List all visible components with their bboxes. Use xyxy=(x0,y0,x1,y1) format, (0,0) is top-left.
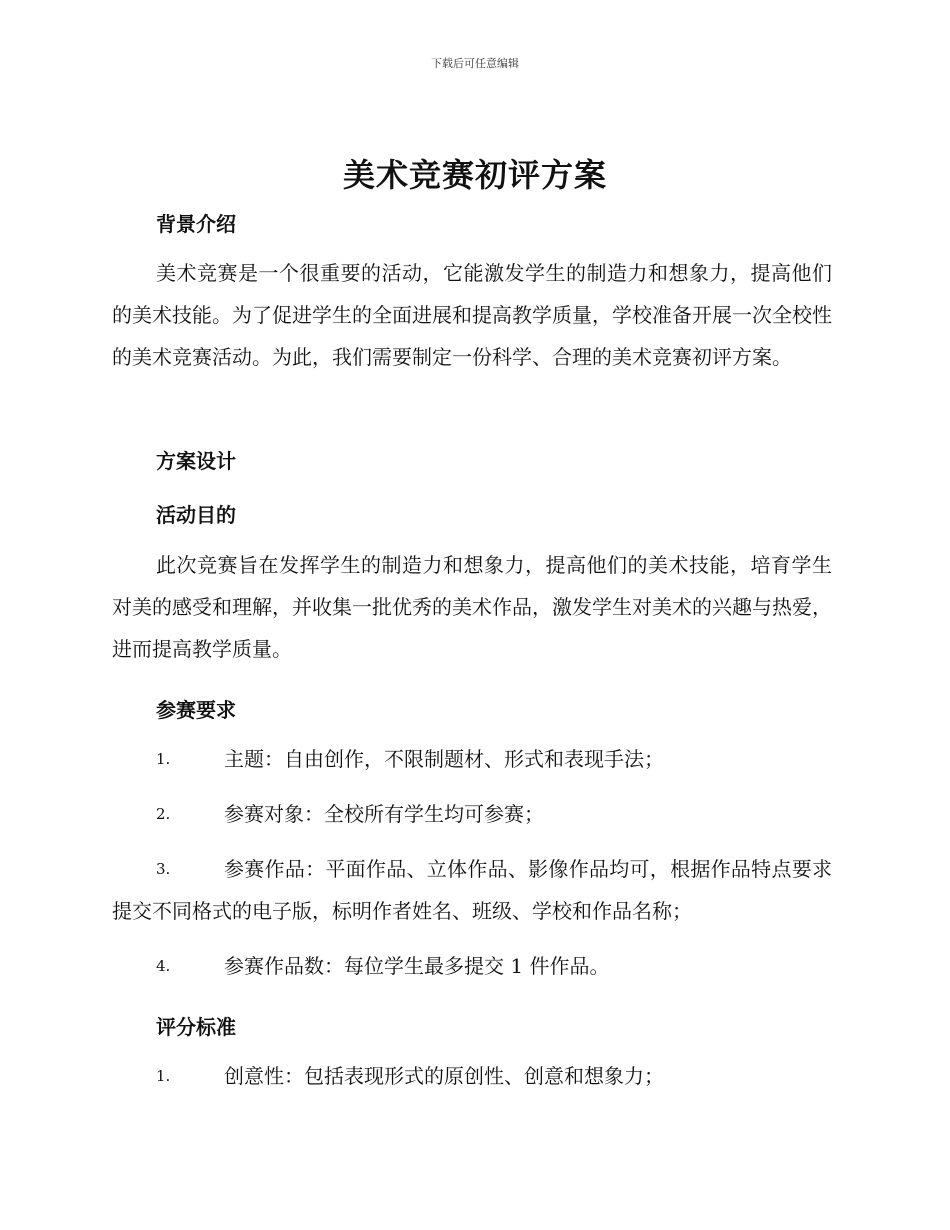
list-item xyxy=(112,793,832,835)
list-item-text: 主题：自由创作，不限制题材、形式和表现手法； xyxy=(224,747,664,771)
list-item-number: 2. xyxy=(156,805,171,823)
list-item-text: 参赛对象：全校所有学生均可参赛； xyxy=(224,802,544,826)
list-item-number: 1. xyxy=(156,1067,171,1085)
paragraph-purpose: 此次竞赛旨在发挥学生的制造力和想象力，提高他们的美术技能，培育学生对美的感受和理解，并收集一批优秀的美术作品，激发学生对美术的兴趣与热爱，进而提高教学质量。 xyxy=(112,553,832,661)
heading-criteria: 评分标准 xyxy=(156,1015,236,1039)
list-item xyxy=(112,945,832,987)
heading-requirements: 参赛要求 xyxy=(156,698,236,722)
heading-purpose: 活动目的 xyxy=(156,503,236,527)
heading-background: 背景介绍 xyxy=(156,212,236,236)
list-item-number: 3. xyxy=(156,860,171,878)
list-item-number: 4. xyxy=(156,957,171,975)
heading-design: 方案设计 xyxy=(156,449,236,473)
list-item-text: 参赛作品：平面作品、立体作品、影像作品均可，根据作品特点要求提交不同格式的电子版，标明作者姓名、班级、学校和作品名称； xyxy=(112,857,832,923)
paragraph-background: 美术竞赛是一个很重要的活动，它能激发学生的制造力和想象力，提高他们的美术技能。为了促进学生的全面进展和提高教学质量，学校准备开展一次全校性的美术竞赛活动。为此，我们需要制定一份科学、合理的美术竞赛初评方案。 xyxy=(112,261,832,369)
page-title: 美术竞赛初评方案 xyxy=(342,156,607,194)
header-note: 下载后可任意编辑 xyxy=(431,57,519,70)
list-item-number: 1. xyxy=(156,750,171,768)
list-item xyxy=(112,738,832,780)
list-item xyxy=(112,1055,832,1097)
list-item-text: 参赛作品数：每位学生最多提交 1 件作品。 xyxy=(224,954,610,978)
list-item-text: 创意性：包括表现形式的原创性、创意和想象力； xyxy=(224,1064,664,1088)
list-item xyxy=(112,848,832,932)
